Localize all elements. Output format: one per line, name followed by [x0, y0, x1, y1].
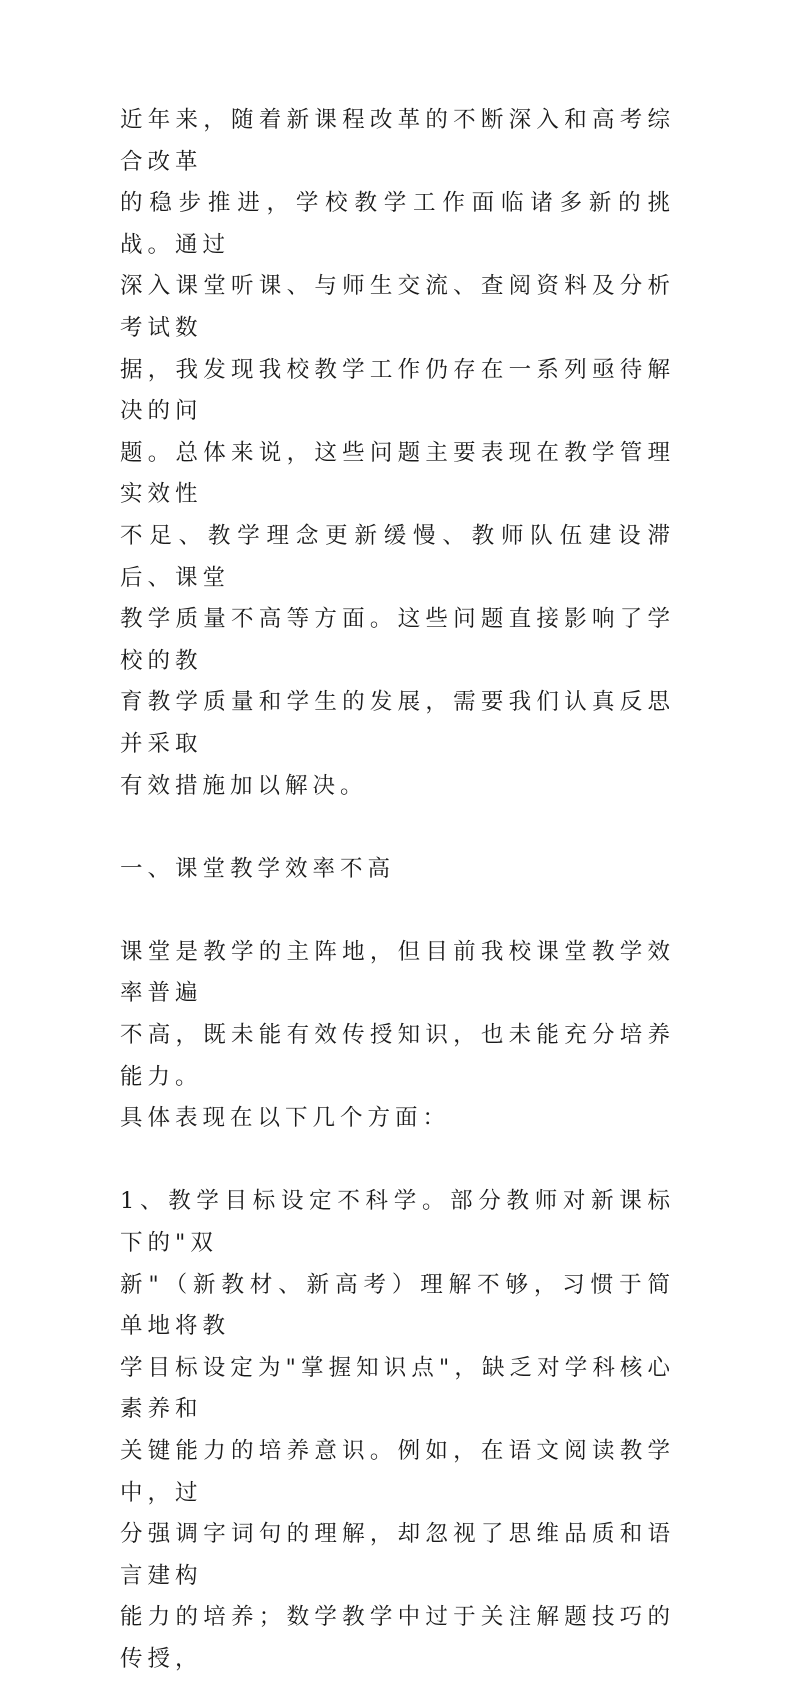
- text-line: 深入课堂听课、与师生交流、查阅资料及分析考试数: [120, 273, 675, 341]
- text-line: 新"（新教材、新高考）理解不够，习惯于简单地将教: [120, 1271, 675, 1340]
- paragraph-spacer: [120, 890, 675, 932]
- text-line: 能力的培养；数学教学中过于关注解题技巧的传授，: [120, 1604, 675, 1672]
- text-line: 学目标设定为"掌握知识点"，缺乏对学科核心素养和: [120, 1354, 675, 1423]
- intro-paragraph: [120, 100, 675, 807]
- text-line: 课堂是教学的主阵地，但目前我校课堂教学效率普遍: [120, 938, 675, 1007]
- text-line: 不足、教学理念更新缓慢、教师队伍建设滞后、课堂: [120, 522, 675, 591]
- text-line: 的稳步推进，学校教学工作面临诸多新的挑战。通过: [120, 190, 675, 258]
- text-line: 1、教学目标设定不科学。部分教师对新课标下的"双: [120, 1188, 675, 1257]
- document-page: [120, 100, 675, 1681]
- text-line: 具体表现在以下几个方面：: [120, 1105, 451, 1132]
- text-line: 教学质量不高等方面。这些问题直接影响了学校的教: [120, 606, 675, 674]
- text-line: 关键能力的培养意识。例如，在语文阅读教学中，过: [120, 1438, 675, 1506]
- heading-line: 一、课堂教学效率不高: [120, 855, 396, 882]
- section-intro-paragraph: [120, 932, 675, 1140]
- text-line: 有效措施加以解决。: [120, 772, 368, 799]
- list-item-paragraph: [120, 1181, 675, 1680]
- text-line: 不高，既未能有效传授知识，也未能充分培养能力。: [120, 1022, 675, 1090]
- text-line: 据，我发现我校教学工作仍存在一系列亟待解决的问: [120, 356, 675, 425]
- section-heading: [120, 849, 675, 891]
- text-line: 题。总体来说，这些问题主要表现在教学管理实效性: [120, 439, 675, 508]
- paragraph-spacer: [120, 1140, 675, 1182]
- text-line: 近年来，随着新课程改革的不断深入和高考综合改革: [120, 107, 675, 175]
- text-line: 分强调字词句的理解，却忽视了思维品质和语言建构: [120, 1521, 675, 1589]
- paragraph-spacer: [120, 807, 675, 849]
- text-line: 育教学质量和学生的发展，需要我们认真反思并采取: [120, 689, 675, 757]
